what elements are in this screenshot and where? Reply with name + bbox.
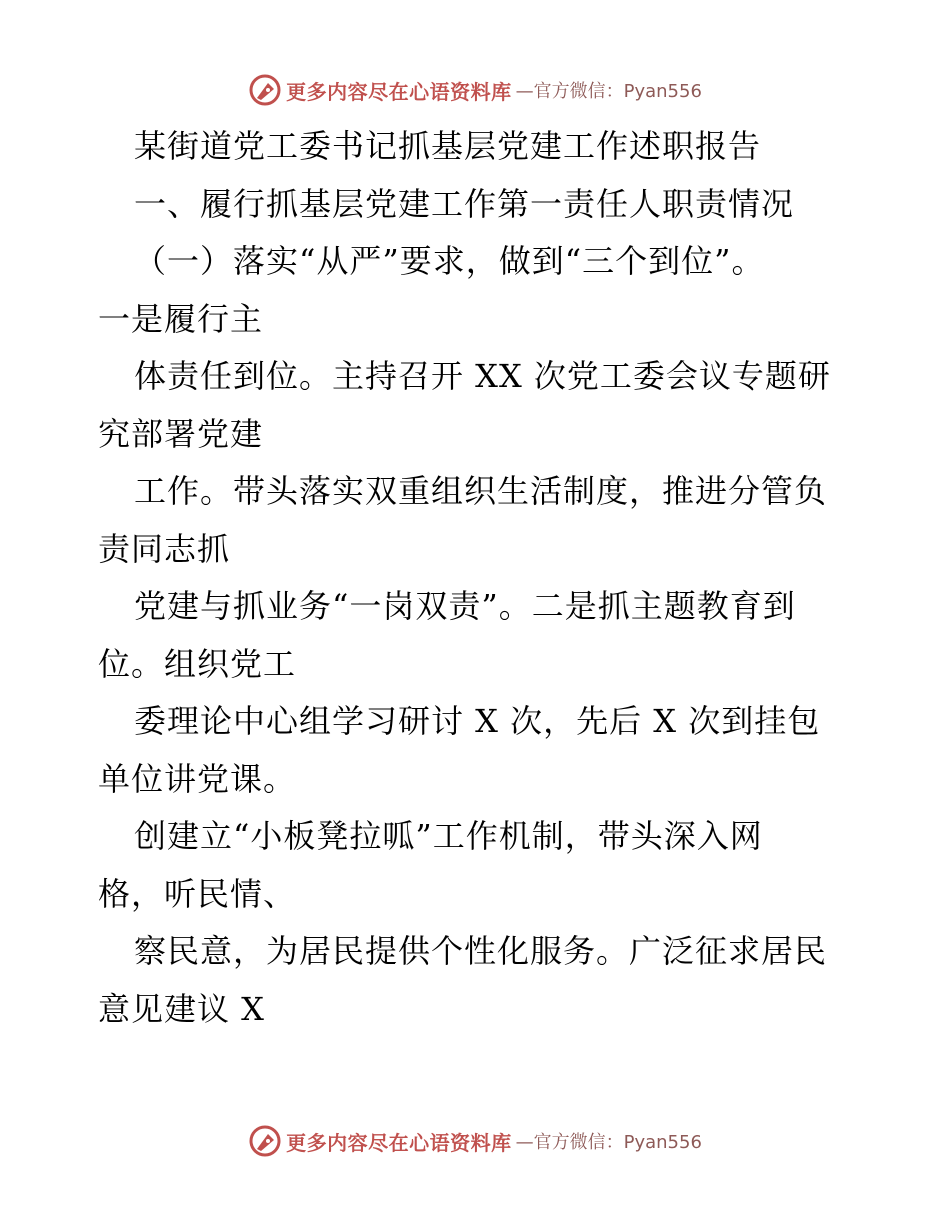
section-heading: 一、履行抓基层党建工作第一责任人职责情况 bbox=[134, 184, 795, 223]
wechat-text: —官方微信：Pyan556 bbox=[515, 81, 702, 102]
paragraph-line: 意见建议 X bbox=[98, 989, 265, 1028]
paragraph-line: 格，听民情、 bbox=[98, 874, 297, 913]
paragraph-line: 究部署党建 bbox=[98, 414, 264, 453]
header-banner bbox=[0, 70, 950, 110]
footer-banner bbox=[0, 1121, 950, 1161]
paragraph-line: 单位讲党课。 bbox=[98, 759, 297, 798]
paragraph-line: 位。组织党工 bbox=[98, 644, 297, 683]
wechat-text: —官方微信：Pyan556 bbox=[515, 1132, 702, 1153]
paragraph-line: 责同志抓 bbox=[98, 529, 231, 568]
paragraph-line: 委理论中心组学习研讨 X 次，先后 X 次到挂包 bbox=[134, 702, 821, 740]
paragraph-line: 体责任到位。主持召开 XX 次党工委会议专题研 bbox=[134, 357, 831, 395]
pen-nib-logo-icon bbox=[248, 1124, 282, 1158]
subsection-heading: （一）落实“从严”要求，做到“三个到位”。 bbox=[134, 242, 765, 280]
site-name-text: 更多内容尽在心语资料库 bbox=[286, 1130, 512, 1155]
site-name-text: 更多内容尽在心语资料库 bbox=[286, 79, 512, 104]
document-title: 某街道党工委书记抓基层党建工作述职报告 bbox=[134, 127, 762, 165]
paragraph-line: 工作。带头落实双重组织生活制度，推进分管负 bbox=[134, 472, 828, 510]
paragraph-line: 察民意，为居民提供个性化服务。广泛征求居民 bbox=[134, 932, 828, 970]
paragraph-line: 一是履行主 bbox=[98, 299, 264, 338]
pen-nib-logo-icon bbox=[248, 73, 282, 107]
paragraph-line: 党建与抓业务“一岗双责”。二是抓主题教育到 bbox=[134, 587, 796, 625]
paragraph-line: 创建立“小板凳拉呱”工作机制，带头深入网 bbox=[134, 817, 763, 855]
document-body bbox=[98, 118, 868, 1038]
